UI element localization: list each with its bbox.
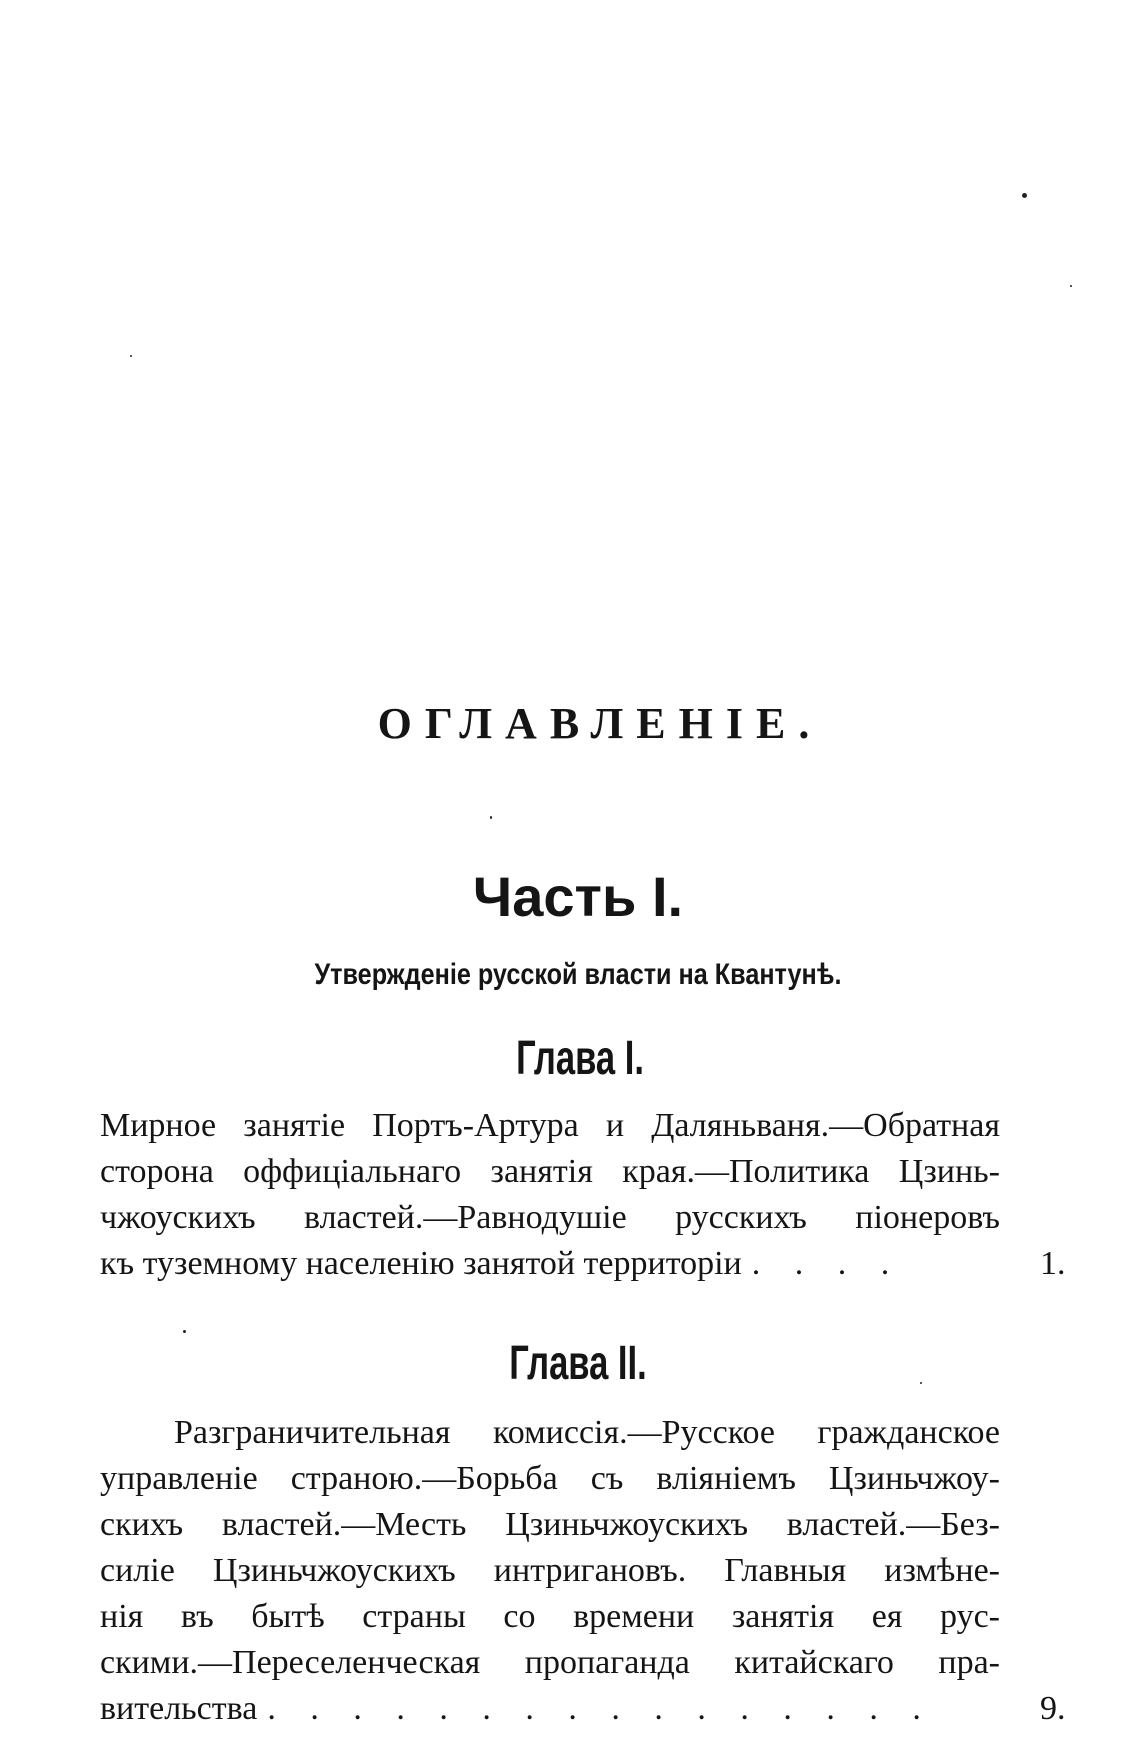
summary-line: вительства	[100, 1690, 258, 1727]
summary-line: силіе Цзиньчжоускихъ интригановъ. Главныя измѣне-	[100, 1552, 1000, 1589]
summary-line: Мирное занятіе Портъ-Артура и Даляньваня.—Обратная	[100, 1107, 1000, 1144]
summary-line: скими.—Переселенческая пропаганда китайскаго пра-	[100, 1644, 1000, 1681]
summary-line: управленіе страною.—Борьба съ вліяніемъ Цзиньчжоу-	[100, 1460, 1000, 1497]
scan-speck	[1022, 193, 1027, 198]
scan-speck	[183, 1330, 186, 1333]
part-subtitle: Утвержденіе русской власти на Квантунѣ.	[314, 958, 842, 991]
chapter-2-summary	[100, 1413, 1000, 1743]
chapter-1-title: Глава I.	[516, 1032, 644, 1085]
summary-line: чжоускихъ властей.—Равнодушіе русскихъ піонеровъ	[100, 1199, 1000, 1236]
summary-line: къ туземному населенію занятой территоріи	[100, 1245, 742, 1282]
summary-line: Разграничительная комиссія.—Русское гражданское	[174, 1414, 1000, 1451]
dot-leader: . . . .	[751, 1245, 903, 1282]
scan-speck	[490, 816, 492, 819]
contents-title: ОГЛАВЛЕНІЕ.	[377, 699, 823, 748]
summary-line: нія въ бытѣ страны со времени занятія ея рус-	[100, 1598, 1000, 1635]
chapter-2-page-number: 9.	[1040, 1690, 1066, 1727]
chapter-1-summary	[100, 1106, 1000, 1292]
scan-speck	[130, 355, 132, 357]
chapter-2-title: Глава II.	[509, 1337, 647, 1390]
part-title: Часть I.	[472, 865, 684, 928]
dot-leader: . . . . . . . . . . . . . . . .	[267, 1690, 934, 1727]
summary-line-with-leader	[100, 1244, 1000, 1284]
chapter-1-page-number: 1.	[1040, 1245, 1066, 1282]
scan-speck	[1070, 285, 1072, 287]
summary-line-with-leader	[100, 1689, 1000, 1729]
summary-line: скихъ властей.—Месть Цзиньчжоускихъ властей.—Без-	[100, 1506, 1000, 1543]
summary-line: сторона оффиціальнаго занятія края.—Политика Цзинь-	[100, 1153, 1000, 1190]
